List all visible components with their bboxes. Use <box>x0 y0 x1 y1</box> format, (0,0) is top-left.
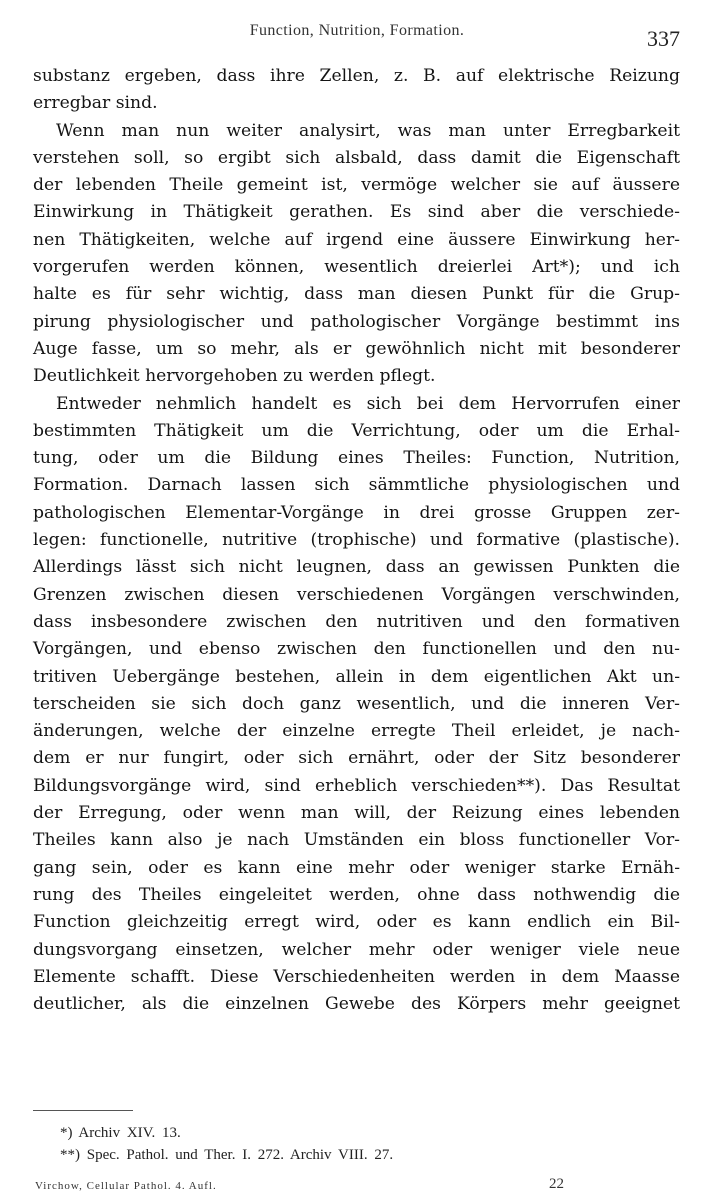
text-line: substanz ergeben, dass ihre Zellen, z. B. auf elektrische Reizung <box>33 66 680 86</box>
text-line: halte es für sehr wichtig, dass man diesen Punkt für die Grup- <box>33 284 680 305</box>
text-line: Bildungsvorgänge wird, sind erheblich verschieden**). Das Resultat <box>33 775 680 796</box>
text-line: deutlicher, als die einzelnen Gewebe des Körpers mehr geeignet <box>33 994 680 1015</box>
text-line: Theiles kann also je nach Umständen ein bloss functioneller Vor- <box>33 830 680 851</box>
text-line: Allerdings lässt sich nicht leugnen, dass an gewissen Punkten die <box>33 557 680 578</box>
text-line: dass insbesondere zwischen den nutritiven und den formativen <box>33 611 680 632</box>
text-line: Function gleichzeitig erregt wird, oder es kann endlich ein Bil- <box>33 912 680 933</box>
text-line: nen Thätigkeiten, welche auf irgend eine äussere Einwirkung her- <box>33 229 680 250</box>
text-line: der Erregung, oder wenn man will, der Reizung eines lebenden <box>33 803 680 824</box>
running-title: Function, Nutrition, Formation. <box>249 22 465 39</box>
text-line: Entweder nehmlich handelt es sich bei dem Hervorrufen einer <box>56 393 680 414</box>
text-line: pathologischen Elementar-Vorgänge in drei grosse Gruppen zer- <box>33 502 680 523</box>
text-line: änderungen, welche der einzelne erregte Theil erleidet, je nach- <box>33 721 680 742</box>
text-line: rung des Theiles eingeleitet werden, ohne dass nothwendig die <box>33 884 680 905</box>
body-text <box>33 63 680 1018</box>
text-line: legen: functionelle, nutritive (trophische) und formative (plastische). <box>33 530 680 551</box>
text-line: pirung physiologischer und pathologischer Vorgänge bestimmt ins <box>33 311 680 332</box>
text-line: verstehen soll, so ergibt sich alsbald, dass damit die Eigenschaft <box>33 147 680 168</box>
text-line: Formation. Darnach lassen sich sämmtliche physiologischen und <box>33 475 680 496</box>
text-line: bestimmten Thätigkeit um die Verrichtung, oder um die Erhal- <box>33 420 680 441</box>
running-header <box>34 18 680 51</box>
printer-signature: Virchow, Cellular Pathol. 4. Aufl. <box>35 1180 217 1192</box>
text-line: terscheiden sie sich doch ganz wesentlich, und die inneren Ver- <box>33 693 680 714</box>
footnote-rule <box>33 1110 133 1111</box>
text-line: erregbar sind. <box>33 93 158 114</box>
text-line: Deutlichkeit hervorgehoben zu werden pflegt. <box>33 366 436 387</box>
text-line: gang sein, oder es kann eine mehr oder weniger starke Ernäh- <box>33 857 680 878</box>
text-line: Wenn man nun weiter analysirt, was man unter Erregbarkeit <box>56 120 680 141</box>
text-line: Elemente schafft. Diese Verschiedenheiten werden in dem Maasse <box>33 966 680 987</box>
text-line: Auge fasse, um so mehr, als er gewöhnlich nicht mit besonderer <box>33 338 680 359</box>
text-line: Vorgängen, und ebenso zwischen den functionellen und den nu- <box>33 639 680 660</box>
text-line: vorgerufen werden können, wesentlich dreierlei Art*); und ich <box>33 257 680 278</box>
text-line: tritiven Uebergänge bestehen, allein in dem eigentlichen Akt un- <box>33 666 680 687</box>
text-line: der lebenden Theile gemeint ist, vermöge welcher sie auf äussere <box>33 175 680 196</box>
footnote: **) Spec. Pathol. und Ther. I. 272. Archiv VIII. 27. <box>60 1147 394 1163</box>
text-line: tung, oder um die Bildung eines Theiles: Function, Nutrition, <box>33 448 680 469</box>
text-line: dungsvorgang einsetzen, welcher mehr oder weniger viele neue <box>33 939 680 960</box>
text-line: Grenzen zwischen diesen verschiedenen Vorgängen verschwinden, <box>33 584 680 605</box>
footnote: *) Archiv XIV. 13. <box>60 1125 181 1141</box>
text-line: dem er nur fungirt, oder sich ernährt, oder der Sitz besonderer <box>33 748 680 769</box>
page-number: 337 <box>647 26 680 51</box>
footnotes <box>60 1122 393 1166</box>
signature-mark: 22 <box>549 1176 564 1192</box>
text-line: Einwirkung in Thätigkeit gerathen. Es sind aber die verschiede- <box>33 202 680 223</box>
